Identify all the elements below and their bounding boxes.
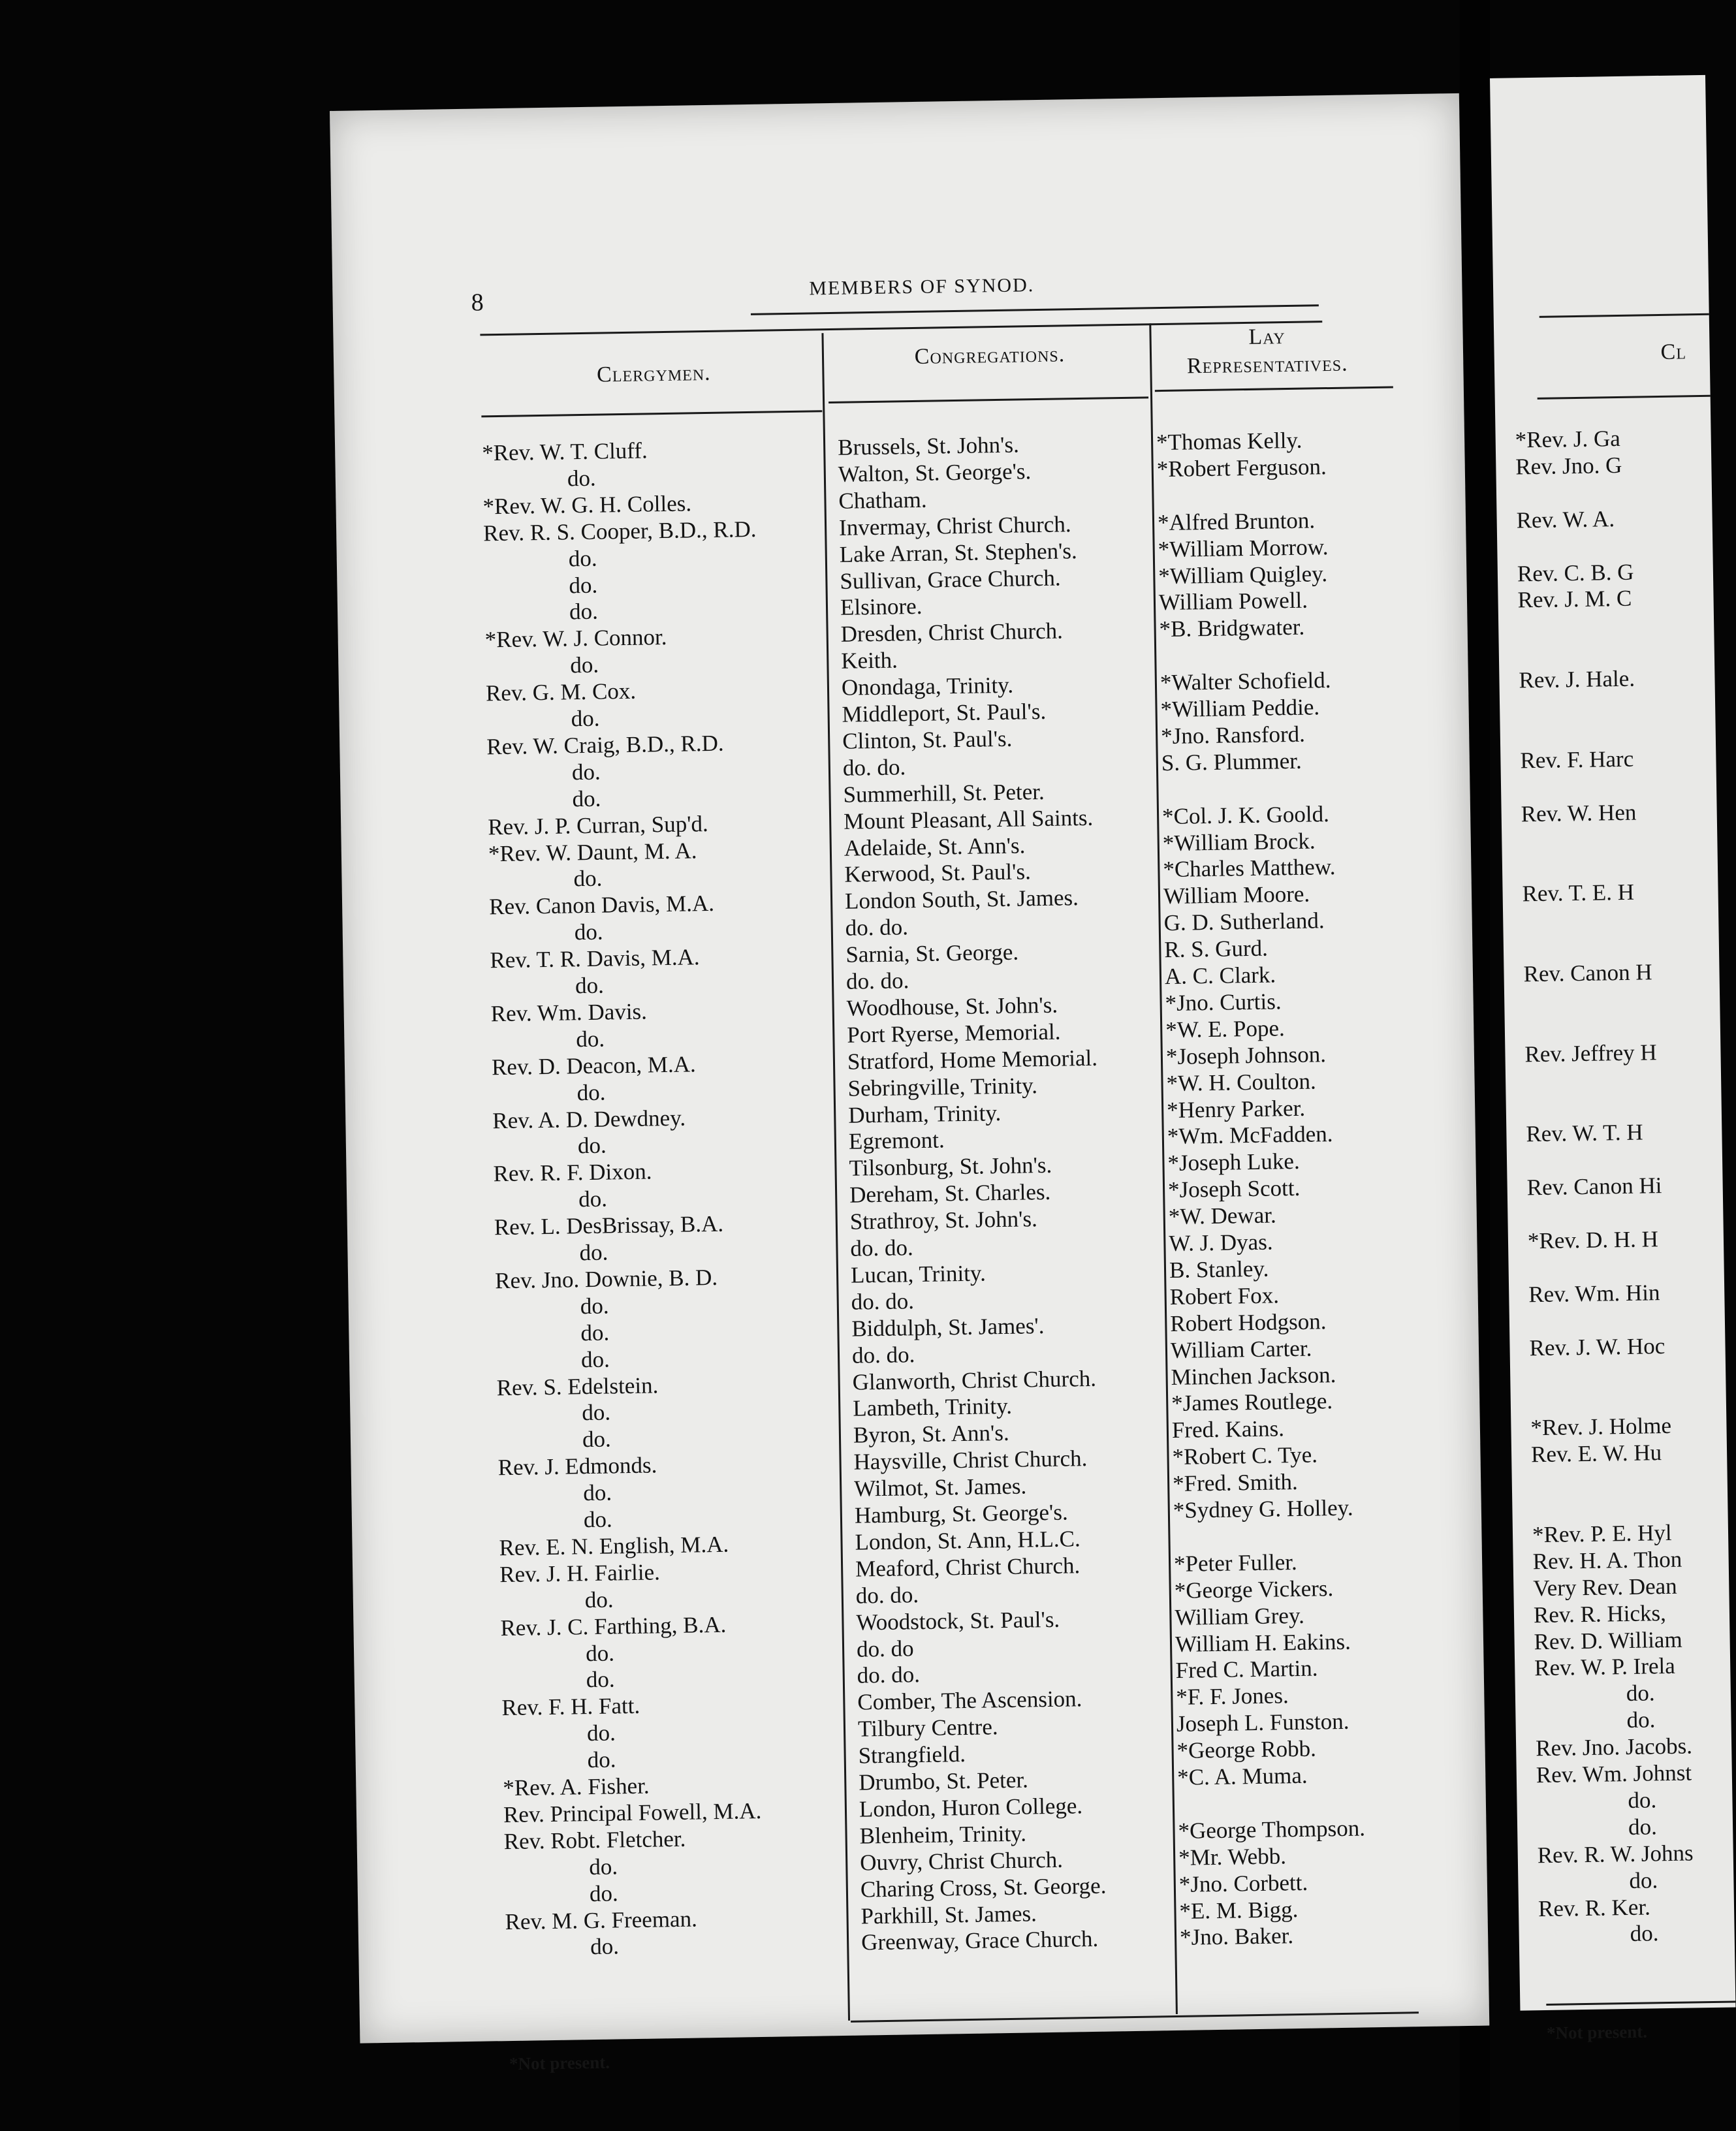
clergyman-cell: do. — [582, 1399, 611, 1426]
clergyman-cell: *Rev. W. G. H. Colles. — [482, 490, 692, 520]
header-rule-clergymen — [481, 410, 822, 417]
congregation-cell: Onondaga, Trinity. — [841, 672, 1014, 701]
facing-line: do. — [1626, 1680, 1655, 1707]
congregation-cell: Middleport, St. Paul's. — [842, 698, 1047, 727]
lay-representative-cell: Robert Hodgson. — [1170, 1308, 1327, 1336]
facing-line: Rev. W. Hen — [1521, 799, 1637, 827]
facing-line: Rev. W. T. H — [1526, 1119, 1643, 1147]
clergyman-cell: Rev. Jno. Downie, B. D. — [494, 1264, 718, 1294]
clergyman-cell: Rev. G. M. Cox. — [485, 678, 637, 706]
clergyman-cell: Rev. Principal Fowell, M.A. — [503, 1797, 762, 1828]
congregation-cell: Sullivan, Grace Church. — [840, 565, 1061, 594]
clergyman-cell: do. — [573, 865, 603, 892]
clergyman-cell: do. — [570, 652, 599, 678]
lay-representative-cell: G. D. Sutherland. — [1163, 908, 1325, 936]
facing-bottom-rule — [1546, 2000, 1735, 2006]
congregation-cell: do. do. — [857, 1662, 921, 1688]
lay-representative-cell: Minchen Jackson. — [1171, 1361, 1336, 1390]
lay-representative-cell: B. Stanley. — [1169, 1255, 1269, 1283]
facing-line: Rev. Wm. Johnst — [1536, 1760, 1692, 1788]
clergyman-cell: Rev. S. Edelstein. — [496, 1372, 659, 1400]
facing-line: Rev. J. W. Hoc — [1529, 1333, 1665, 1361]
congregation-cell: Hamburg, St. George's. — [854, 1499, 1068, 1528]
congregation-cell: Sarnia, St. George. — [845, 939, 1019, 968]
congregation-cell: Dresden, Christ Church. — [840, 618, 1064, 648]
clergyman-cell: do. — [568, 545, 597, 571]
clergyman-cell: do. — [576, 1079, 606, 1105]
lay-representative-cell: *Wm. McFadden. — [1167, 1121, 1333, 1150]
congregation-cell: do. do. — [855, 1581, 919, 1609]
facing-line: Rev. E. W. Hu — [1530, 1440, 1662, 1468]
facing-line: Rev. W. A. — [1516, 505, 1615, 533]
congregation-cell: Lucan, Trinity. — [850, 1260, 986, 1288]
clergyman-cell: do. — [590, 1933, 620, 1960]
facing-line: *Rev. J. Holme — [1530, 1413, 1672, 1441]
clergyman-cell: do. — [585, 1639, 615, 1666]
header-lay-line2: Representatives. — [1186, 351, 1348, 379]
congregation-cell: do. do. — [851, 1287, 915, 1315]
facing-line: Rev. J. Hale. — [1519, 665, 1635, 693]
lay-representative-cell: *Jno. Corbett. — [1178, 1869, 1308, 1897]
facing-line: Rev. C. B. G — [1517, 559, 1634, 586]
congregation-cell: Meaford, Christ Church. — [855, 1553, 1081, 1582]
clergyman-cell: do. — [574, 919, 603, 945]
clergyman-cell: Rev. J. H. Fairlie. — [499, 1559, 661, 1587]
congregation-cell: do. do. — [842, 754, 906, 781]
footnote: *Not present. — [509, 2052, 610, 2074]
top-rule-right — [751, 304, 1319, 315]
lay-representative-cell: S. G. Plummer. — [1161, 748, 1302, 776]
congregation-cell: Sebringville, Trinity. — [847, 1072, 1038, 1101]
clergyman-cell: Rev. J. P. Curran, Sup'd. — [487, 810, 709, 840]
clergyman-cell: Rev. Robt. Fletcher. — [503, 1825, 686, 1854]
lay-representative-cell: *Col. J. K. Goold. — [1161, 800, 1330, 829]
congregation-cell: Invermay, Christ Church. — [838, 511, 1071, 541]
clergyman-cell: *Rev. W. T. Cluff. — [481, 437, 648, 466]
clergyman-cell: Rev. R. F. Dixon. — [493, 1158, 652, 1187]
congregation-cell: Wilmot, St. James. — [853, 1473, 1027, 1502]
lay-representative-cell: *William Brock. — [1162, 827, 1316, 856]
clergyman-cell: Rev. Wm. Davis. — [490, 998, 648, 1027]
lay-representative-cell: W. J. Dyas. — [1169, 1229, 1273, 1257]
facing-line: Rev. W. P. Irela — [1534, 1653, 1676, 1681]
congregation-cell: Woodhouse, St. John's. — [846, 992, 1058, 1021]
lay-representative-cell: *Walter Schofield. — [1160, 667, 1331, 696]
congregation-cell: Tilbury Centre. — [857, 1714, 998, 1742]
lay-representative-cell: *W. E. Pope. — [1165, 1015, 1286, 1043]
lay-representative-cell: *Fred. Smith. — [1172, 1469, 1299, 1497]
facing-line: Rev. R. Hicks, — [1533, 1600, 1667, 1628]
lay-representative-cell: *C. A. Muma. — [1176, 1762, 1308, 1790]
clergyman-cell: Rev. E. N. English, M.A. — [499, 1531, 729, 1561]
congregation-cell: Drumbo, St. Peter. — [859, 1767, 1029, 1795]
congregation-cell: Stratford, Home Memorial. — [847, 1045, 1098, 1075]
clergyman-cell: *Rev. A. Fisher. — [503, 1773, 650, 1801]
lay-representative-cell: *William Quigley. — [1158, 560, 1328, 589]
lay-representative-cell: *George Robb. — [1176, 1735, 1317, 1764]
facing-line: Rev. T. E. H — [1522, 879, 1635, 907]
congregation-cell: Parkhill, St. James. — [860, 1900, 1037, 1929]
lay-representative-cell: *Robert Ferguson. — [1156, 453, 1327, 482]
clergyman-cell: Rev. D. Deacon, M.A. — [491, 1051, 696, 1080]
clergyman-cell: Rev. M. G. Freeman. — [505, 1906, 698, 1934]
clergyman-cell: do. — [571, 705, 600, 732]
bottom-rule — [851, 2012, 1419, 2023]
congregation-cell: Strangfield. — [858, 1741, 966, 1769]
lay-representative-cell: William H. Eakins. — [1175, 1628, 1351, 1657]
lay-representative-cell: *William Morrow. — [1158, 533, 1329, 562]
facing-line: Rev. Canon H — [1523, 959, 1652, 987]
congregation-cell: do. do — [856, 1635, 914, 1662]
clergyman-cell: Rev. Canon Davis, M.A. — [488, 891, 715, 920]
clergyman-cell: Rev. R. S. Cooper, B.D., R.D. — [482, 516, 757, 546]
congregation-cell: Kerwood, St. Paul's. — [844, 859, 1032, 888]
congregation-cell: Tilsonburg, St. John's. — [849, 1152, 1052, 1181]
facing-line: Rev. J. M. C — [1517, 586, 1632, 613]
congregation-cell: Adelaide, St. Ann's. — [844, 832, 1026, 861]
lay-representative-cell: *E. M. Bigg. — [1179, 1896, 1299, 1924]
lay-representative-cell: Fred C. Martin. — [1175, 1655, 1318, 1684]
clergyman-cell: do. — [580, 1293, 609, 1319]
clergyman-cell: do. — [571, 759, 601, 785]
lay-representative-cell: *Henry Parker. — [1166, 1095, 1306, 1123]
facing-line: do. — [1630, 1920, 1659, 1947]
lay-representative-cell: William Powell. — [1158, 587, 1308, 616]
facing-line: Very Rev. Dean — [1533, 1573, 1677, 1601]
clergyman-cell: *Rev. W. Daunt, M. A. — [488, 837, 697, 866]
clergyman-cell: Rev. F. H. Fatt. — [501, 1693, 640, 1721]
lay-representative-cell: *Joseph Johnson. — [1165, 1041, 1327, 1069]
lay-representative-cell: William Moore. — [1163, 881, 1310, 909]
lay-representative-cell: *Thomas Kelly. — [1156, 427, 1302, 456]
congregation-cell: Lake Arran, St. Stephen's. — [839, 537, 1078, 567]
congregation-cell: Port Ryerse, Memorial. — [847, 1018, 1061, 1048]
congregation-cell: Comber, The Ascension. — [857, 1686, 1082, 1715]
clergyman-cell: do. — [569, 599, 599, 625]
congregation-cell: Woodstock, St. Paul's. — [856, 1606, 1060, 1635]
clergyman-cell: do. — [589, 1880, 618, 1906]
congregation-cell: do. do. — [851, 1341, 915, 1368]
congregation-cell: Summerhill, St. Peter. — [843, 778, 1045, 808]
clergyman-cell: Rev. W. Craig, B.D., R.D. — [486, 730, 724, 760]
congregation-cell: Haysville, Christ Church. — [853, 1445, 1088, 1475]
congregation-cell: Biddulph, St. James'. — [851, 1312, 1045, 1342]
lay-representative-cell: *Alfred Brunton. — [1157, 507, 1316, 535]
lay-representative-cell: *George Vickers. — [1174, 1575, 1334, 1603]
lay-representative-cell: Joseph L. Funston. — [1176, 1708, 1349, 1737]
lay-representative-cell: *Jno. Baker. — [1179, 1923, 1294, 1951]
facing-line: do. — [1628, 1787, 1657, 1813]
congregation-cell: London South, St. James. — [844, 885, 1079, 915]
congregation-cell: do. do. — [850, 1235, 914, 1261]
lay-representative-cell: *Joseph Luke. — [1167, 1148, 1300, 1176]
facing-line: Rev. Canon Hi — [1526, 1173, 1662, 1201]
congregation-cell: Elsinore. — [840, 593, 923, 621]
congregation-cell: Keith. — [841, 647, 898, 674]
clergyman-cell: do. — [578, 1186, 608, 1212]
facing-line: do. — [1628, 1814, 1658, 1840]
congregation-cell: Egremont. — [848, 1127, 945, 1155]
facing-line: Rev. R. Ker. — [1538, 1893, 1651, 1921]
clergyman-cell: do. — [588, 1854, 618, 1880]
clergyman-cell: do. — [586, 1720, 616, 1746]
congregation-cell: do. do. — [845, 914, 909, 941]
facing-line: Rev. H. A. Thon — [1532, 1546, 1682, 1575]
congregation-cell: Chatham. — [838, 486, 927, 514]
lay-representative-cell: Robert Fox. — [1169, 1282, 1280, 1310]
lay-representative-cell: *Robert C. Tye. — [1172, 1442, 1318, 1470]
lay-representative-cell: *William Peddie. — [1160, 694, 1320, 723]
facing-header-rule — [1538, 395, 1711, 400]
congregation-cell: Blenheim, Trinity. — [859, 1820, 1027, 1849]
clergyman-cell: do. — [587, 1746, 616, 1773]
header-rule-lay — [1155, 386, 1393, 392]
congregation-cell: Byron, St. Ann's. — [853, 1420, 1009, 1448]
facing-line: Rev. R. W. Johns — [1537, 1840, 1694, 1868]
clergyman-cell: do. — [586, 1666, 615, 1693]
lay-representative-cell: *Mr. Webb. — [1178, 1843, 1287, 1871]
clergyman-cell: do. — [579, 1239, 608, 1266]
congregation-cell: Walton, St. George's. — [838, 458, 1032, 487]
clergyman-cell: do. — [577, 1132, 607, 1159]
page-number: 8 — [471, 289, 484, 317]
clergyman-cell: Rev. T. R. Davis, M.A. — [490, 944, 700, 973]
facing-line: Rev. Jeffrey H — [1524, 1039, 1657, 1067]
lay-representative-cell: *Sydney G. Holley. — [1173, 1494, 1353, 1523]
lay-representative-cell: *James Routlege. — [1171, 1388, 1333, 1417]
clergyman-cell: do. — [575, 972, 605, 999]
clergyman-cell: do. — [582, 1479, 612, 1506]
clergyman-cell: do. — [580, 1346, 610, 1372]
congregation-cell: Strathroy, St. John's. — [849, 1206, 1038, 1235]
lay-representative-cell: Fred. Kains. — [1171, 1415, 1285, 1444]
congregation-cell: London, Huron College. — [859, 1793, 1083, 1822]
clergyman-cell: Rev. L. DesBrissay, B.A. — [494, 1210, 724, 1240]
facing-line: Rev. Jno. Jacobs. — [1535, 1733, 1693, 1761]
running-title: MEMBERS OF SYNOD. — [809, 274, 1035, 300]
clergyman-cell: do. — [584, 1586, 614, 1613]
facing-line: Rev. F. Harc — [1520, 746, 1634, 774]
clergyman-cell: do. — [572, 785, 601, 812]
clergyman-cell: Rev. J. Edmonds. — [497, 1452, 657, 1481]
lay-representative-cell: William Carter. — [1170, 1335, 1312, 1363]
header-lay-line1: Lay — [1248, 324, 1286, 349]
facing-line: do. — [1629, 1867, 1658, 1893]
facing-line: *Rev. P. E. Hyl — [1532, 1519, 1672, 1548]
lay-representative-cell: R. S. Gurd. — [1164, 935, 1269, 963]
lay-representative-cell: *Jno. Ransford. — [1160, 721, 1306, 750]
facing-top-rule — [1539, 313, 1709, 318]
clergyman-cell: Rev. J. C. Farthing, B.A. — [500, 1611, 727, 1641]
lay-representative-cell: *George Thompson. — [1178, 1815, 1366, 1844]
lay-representative-cell: *B. Bridgwater. — [1159, 614, 1305, 642]
facing-line: Rev. D. William — [1534, 1626, 1682, 1654]
lay-representative-cell: William Grey. — [1175, 1602, 1305, 1630]
clergyman-cell: do. — [567, 465, 596, 492]
facing-line: Rev. Wm. Hin — [1528, 1279, 1660, 1308]
header-clergymen: Clergymen. — [596, 360, 711, 387]
lay-representative-cell: *Joseph Scott. — [1167, 1175, 1301, 1203]
lay-representative-cell: *Jno. Curtis. — [1165, 988, 1282, 1016]
congregation-cell: Charing Cross, St. George. — [860, 1872, 1107, 1902]
lay-representative-cell: *Peter Fuller. — [1173, 1549, 1297, 1577]
lay-representative-cell: *W. H. Coulton. — [1166, 1068, 1316, 1096]
congregation-cell: Brussels, St. John's. — [837, 432, 1020, 460]
congregation-cell: Mount Pleasant, All Saints. — [843, 804, 1094, 834]
congregation-cell: Lambeth, Trinity. — [853, 1393, 1013, 1422]
lay-representative-cell: *W. Dewar. — [1168, 1202, 1276, 1230]
congregation-cell: Greenway, Grace Church. — [860, 1926, 1099, 1955]
lay-representative-cell: *F. F. Jones. — [1176, 1682, 1289, 1711]
clergyman-cell: *Rev. W. J. Connor. — [484, 624, 667, 653]
facing-header: Cl — [1660, 339, 1687, 364]
congregation-cell: do. do. — [845, 968, 909, 994]
facing-line: Rev. Jno. G — [1515, 452, 1622, 480]
clergyman-cell: Rev. A. D. Dewdney. — [492, 1105, 686, 1133]
header-rule-congregations — [829, 396, 1148, 403]
header-congregations: Congregations. — [914, 342, 1065, 369]
congregation-cell: Clinton, St. Paul's. — [842, 725, 1013, 754]
lay-representative-cell: A. C. Clark. — [1164, 962, 1276, 990]
congregation-cell: Ouvry, Christ Church. — [859, 1846, 1064, 1876]
facing-page — [1490, 75, 1735, 2044]
congregation-cell: London, St. Ann, H.L.C. — [855, 1526, 1081, 1555]
lay-representative-cell: *Charles Matthew. — [1163, 854, 1336, 883]
clergyman-cell: do. — [582, 1426, 612, 1453]
congregation-cell: Dereham, St. Charles. — [849, 1179, 1051, 1208]
facing-line: *Rev. J. Ga — [1515, 425, 1621, 453]
clergyman-cell: do. — [576, 1026, 605, 1052]
facing-footnote: *Not present. — [1546, 2021, 1648, 2044]
congregation-cell: Durham, Trinity. — [847, 1099, 1002, 1128]
clergyman-cell: do. — [580, 1319, 610, 1346]
clergyman-cell: do. — [569, 572, 598, 598]
facing-line: *Rev. D. H. H — [1527, 1226, 1659, 1254]
clergyman-cell: do. — [583, 1506, 612, 1533]
facing-line: do. — [1626, 1707, 1656, 1733]
congregation-cell: Glanworth, Christ Church. — [852, 1365, 1097, 1395]
page-8 — [330, 93, 1489, 2074]
